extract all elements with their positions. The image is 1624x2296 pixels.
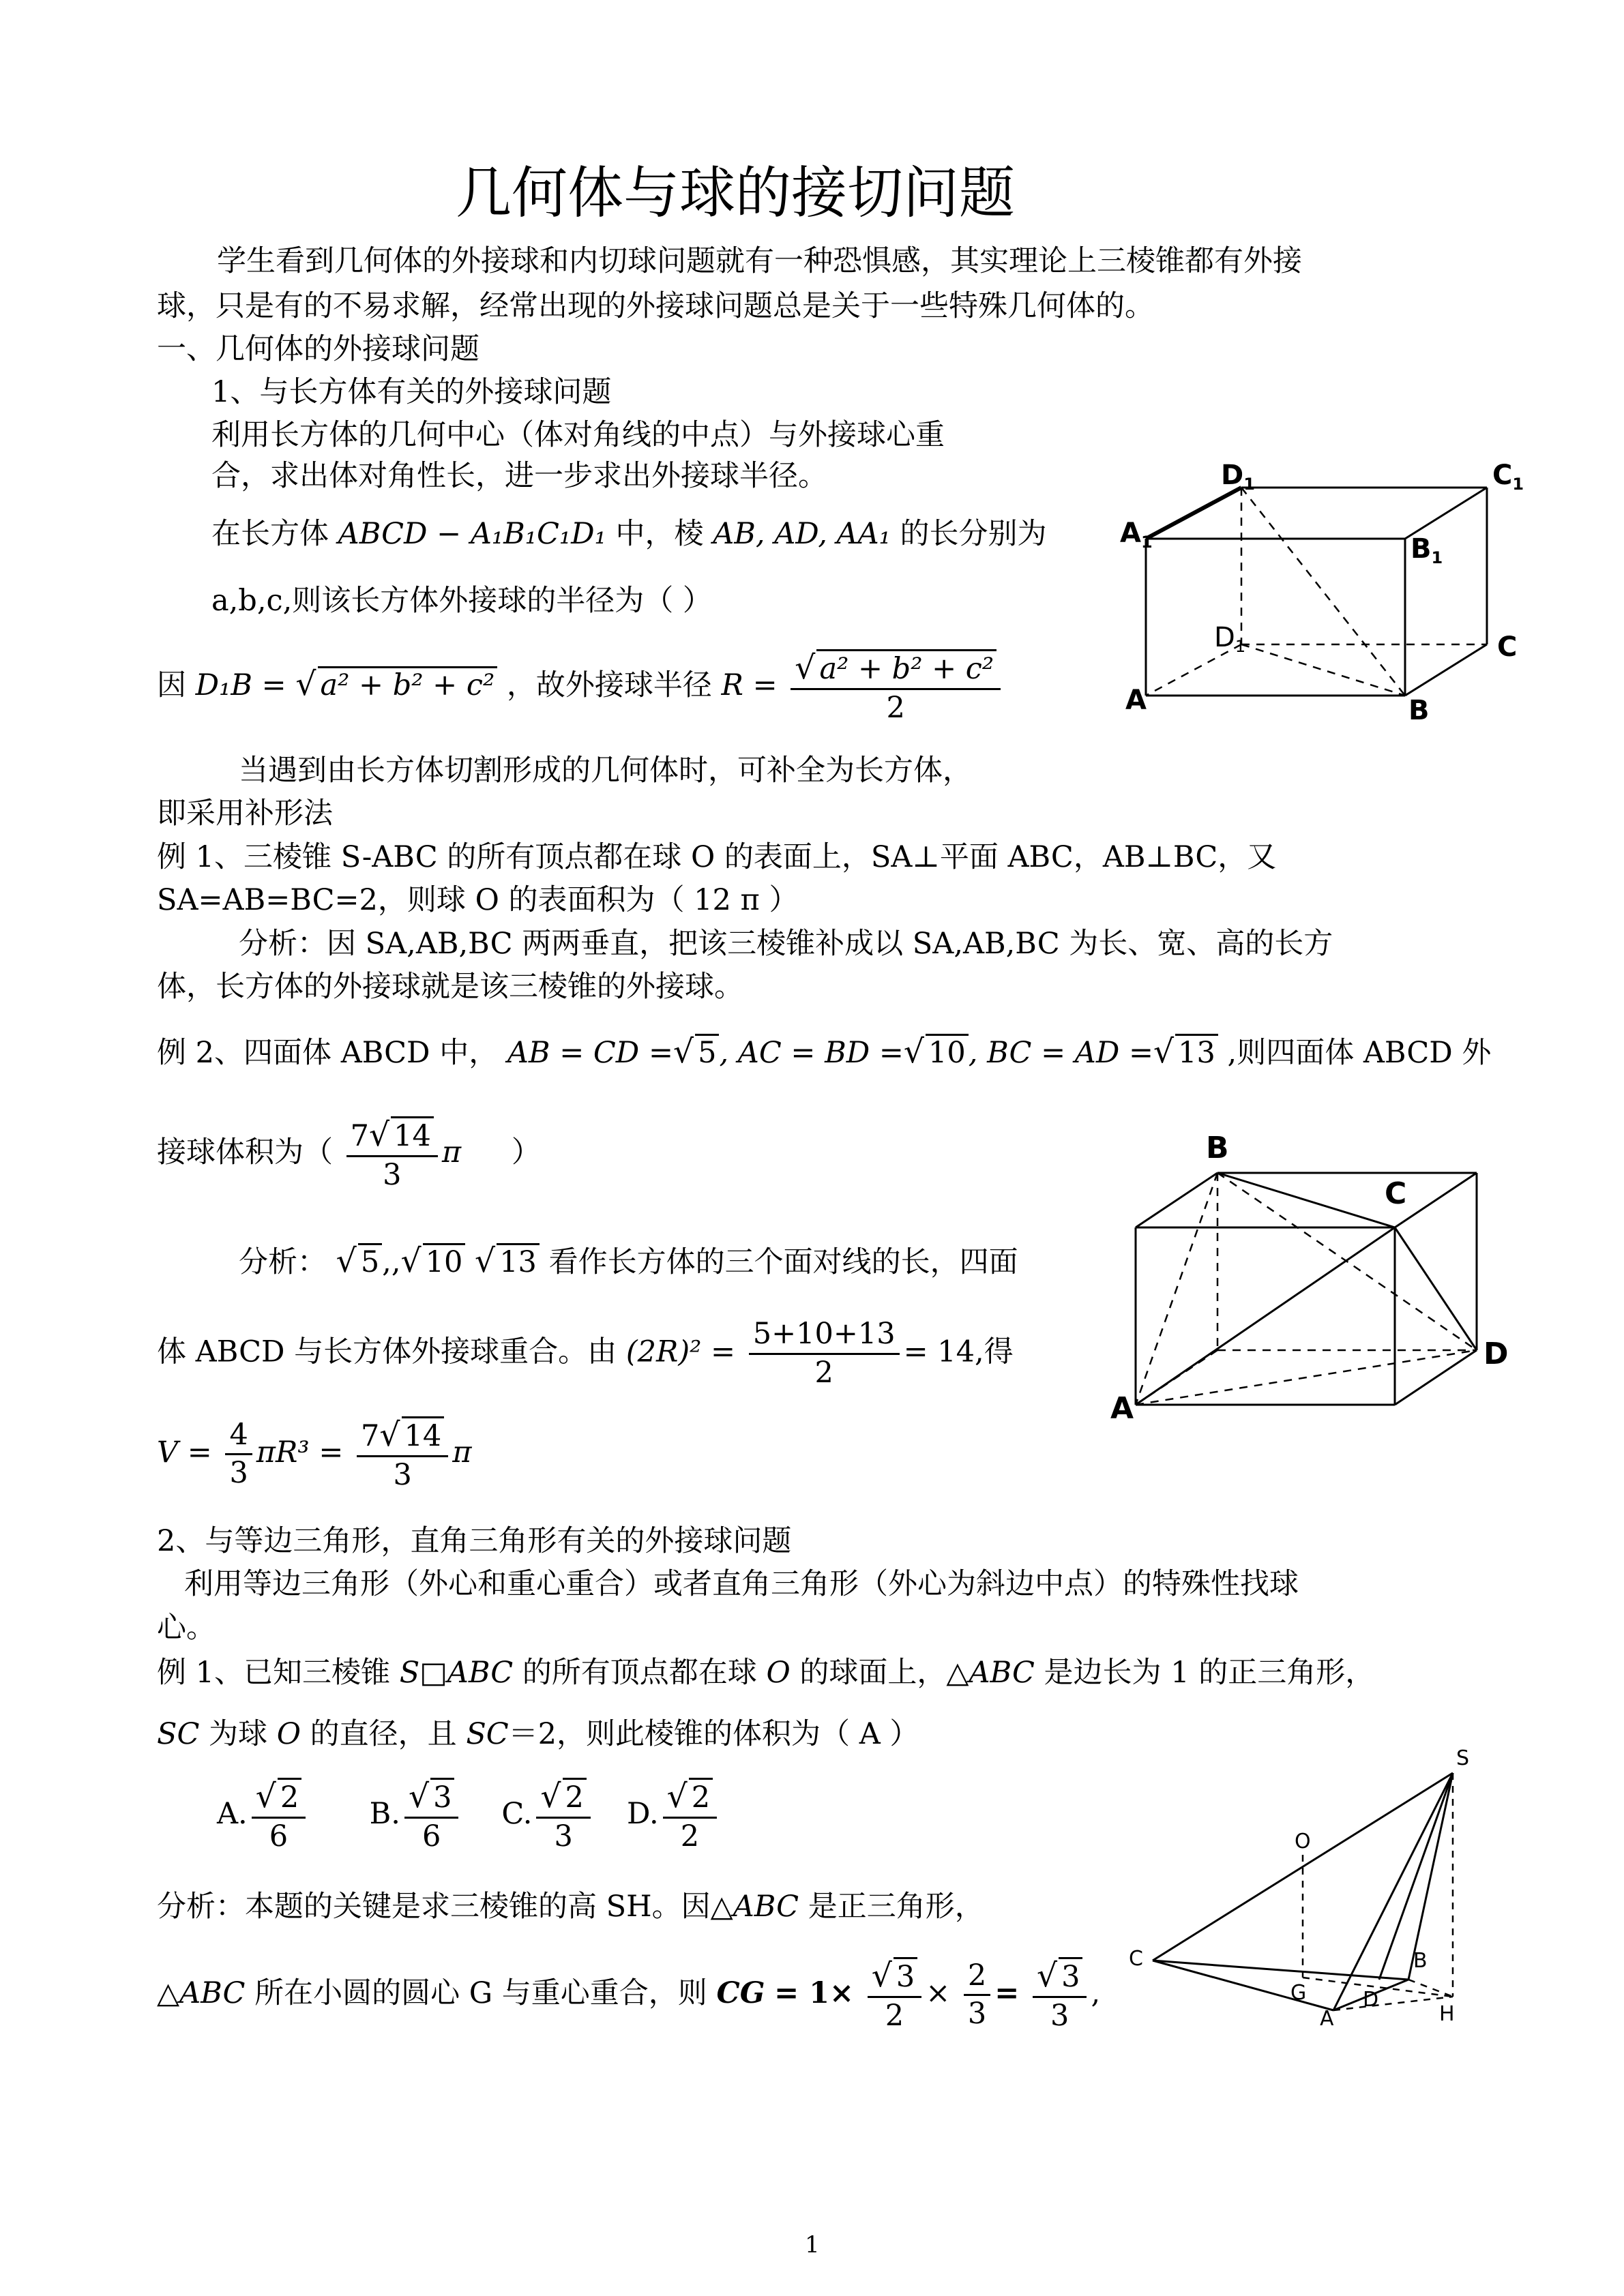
sub2-analysis-2: △ABC 所在小圆的圆心 G 与重心重合，则 CG = 1× $\frac{√ 3}{2}$ × $\frac{2}{3}$ = $\frac{√ 3}{3}$ , bbox=[157, 1957, 1101, 2033]
fig3-label-o: O bbox=[1295, 1830, 1311, 1853]
option-b: B. $\frac{√ 3}{6}$ bbox=[370, 1776, 492, 1855]
subsection-2-heading: 2、与等边三角形，直角三角形有关的外接球问题 bbox=[157, 1524, 792, 1558]
fig1-label-a1: $A_1$ bbox=[1120, 518, 1153, 552]
example-1-analysis-2: 体，长方体的外接球就是该三棱锥的外接球。 bbox=[157, 970, 743, 1004]
fig3-label-a: A bbox=[1320, 2007, 1334, 2025]
example-2-analysis-1: 分析： √ 5,,√ 10 √ 13 看作长方体的三个面对线的长，四面 bbox=[239, 1242, 1018, 1280]
intro-line-1: 学生看到几何体的外接球和内切球问题就有一种恐惧感，其实理论上三棱锥都有外接 bbox=[217, 244, 1302, 278]
fig3-label-g: G bbox=[1290, 1981, 1307, 2005]
fig3-label-c: C bbox=[1129, 1947, 1143, 1971]
example-1-analysis-1: 分析：因 SA,AB,BC 两两垂直，把该三棱锥补成以 SA,AB,BC 为长、宽、高的长方 bbox=[239, 927, 1333, 961]
figure-pyramid bbox=[1119, 1725, 1501, 2025]
fig2-label-c: C bbox=[1385, 1176, 1407, 1211]
option-d: D. $\frac{√ 2}{2}$ bbox=[627, 1776, 743, 1855]
fig2-label-d: D bbox=[1483, 1337, 1509, 1371]
solution-radius: 因 D₁B = √ a² + b² + c² ，故外接球半径 R = $\frac{\text{√ a² + b² + c²}}{2}$ bbox=[157, 648, 1005, 727]
buqi-line-1: 当遇到由长方体切割形成的几何体时，可补全为长方体， bbox=[239, 754, 972, 788]
fig1-label-b1: $B_1$ bbox=[1411, 533, 1443, 567]
option-a: A. $\frac{√ 2}{6}$ bbox=[217, 1776, 360, 1855]
fig2-label-a: A bbox=[1110, 1391, 1134, 1425]
page-title: 几何体与球的接切问题 bbox=[456, 161, 1016, 226]
fig1-label-a: A bbox=[1125, 685, 1147, 716]
fig3-label-b: B bbox=[1413, 1949, 1428, 1973]
example-2-analysis-2: 体 ABCD 与长方体外接球重合。由 (2R)² = $\frac{5+10+13}{2}$ = 14,得 bbox=[157, 1317, 1014, 1390]
fig1-label-d: $D_1$ bbox=[1214, 622, 1246, 656]
fig1-label-c1: $C_1$ bbox=[1492, 460, 1524, 494]
fig1-label-c: C bbox=[1497, 631, 1518, 663]
fig1-label-d1: $D_1$ bbox=[1221, 460, 1255, 494]
fig3-label-s: S bbox=[1456, 1746, 1470, 1770]
sub1-desc-1: 利用长方体的几何中心（体对角线的中点）与外接球心重 bbox=[211, 418, 945, 452]
example-2-answer: 接球体积为（ $\frac{7√ 14}{3}$ π ） bbox=[157, 1116, 541, 1193]
sub2-desc-1: 利用等边三角形（外心和重心重合）或者直角三角形（外心为斜边中点）的特殊性找球 bbox=[184, 1567, 1299, 1601]
example-1-line-1: 例 1、三棱锥 S-ABC 的所有顶点都在球 O 的表面上，SA⊥平面 ABC，AB⊥BC，又 bbox=[157, 840, 1277, 874]
fig2-label-b: B bbox=[1206, 1131, 1229, 1165]
figure-tetrahedron bbox=[1105, 1118, 1541, 1425]
fig3-label-h: H bbox=[1439, 2002, 1455, 2025]
fig1-label-b: B bbox=[1408, 695, 1430, 726]
fig3-label-d: D bbox=[1363, 1988, 1379, 2012]
sub1-desc-2: 合，求出体对角性长，进一步求出外接球半径。 bbox=[211, 459, 827, 493]
example-2-line-1: 例 2、四面体 ABCD 中， AB = CD =√ 5, AC = BD =√ 10, BC = AD =√ 13 ,则四面体 ABCD 外 bbox=[157, 1033, 1492, 1071]
sub2-example-1-line-2: SC 为球 O 的直径，且 SC＝2，则此棱锥的体积为（ A ） bbox=[157, 1717, 919, 1751]
sub2-example-1-line-1: 例 1、已知三棱锥 S□ABC 的所有顶点都在球 O 的球面上，△ABC 是边长为 1 的正三角形， bbox=[157, 1656, 1375, 1690]
example-1-line-2: SA=AB=BC=2，则球 O 的表面积为（ 12 π ） bbox=[157, 883, 799, 917]
intro-line-2: 球，只是有的不易求解，经常出现的外接球问题总是关于一些特殊几何体的。 bbox=[157, 289, 1154, 323]
sub2-analysis-1: 分析：本题的关键是求三棱锥的高 SH。因△ABC 是正三角形， bbox=[157, 1890, 984, 1924]
question-cuboid-line-2: a,b,c,则该长方体外接球的半径为（ ） bbox=[211, 584, 712, 618]
figure-cuboid bbox=[1105, 457, 1541, 730]
option-c: C. $\frac{√ 2}{3}$ bbox=[501, 1776, 617, 1855]
question-cuboid: 在长方体 ABCD − A₁B₁C₁D₁ 中，棱 AB, AD, AA₁ 的长分别为 bbox=[211, 517, 1047, 551]
buqi-line-2: 即采用补形法 bbox=[157, 796, 333, 831]
sub2-desc-2: 心。 bbox=[157, 1611, 216, 1645]
example-2-volume: V = $\frac{4}{3}$ πR³ = $\frac{7√ 14}{3}$ π bbox=[157, 1416, 472, 1493]
subsection-1-heading: 1、与长方体有关的外接球问题 bbox=[211, 375, 612, 409]
page-number: 1 bbox=[805, 2231, 820, 2258]
section-heading: 一、几何体的外接球问题 bbox=[157, 332, 479, 366]
options-row bbox=[217, 1776, 743, 1855]
